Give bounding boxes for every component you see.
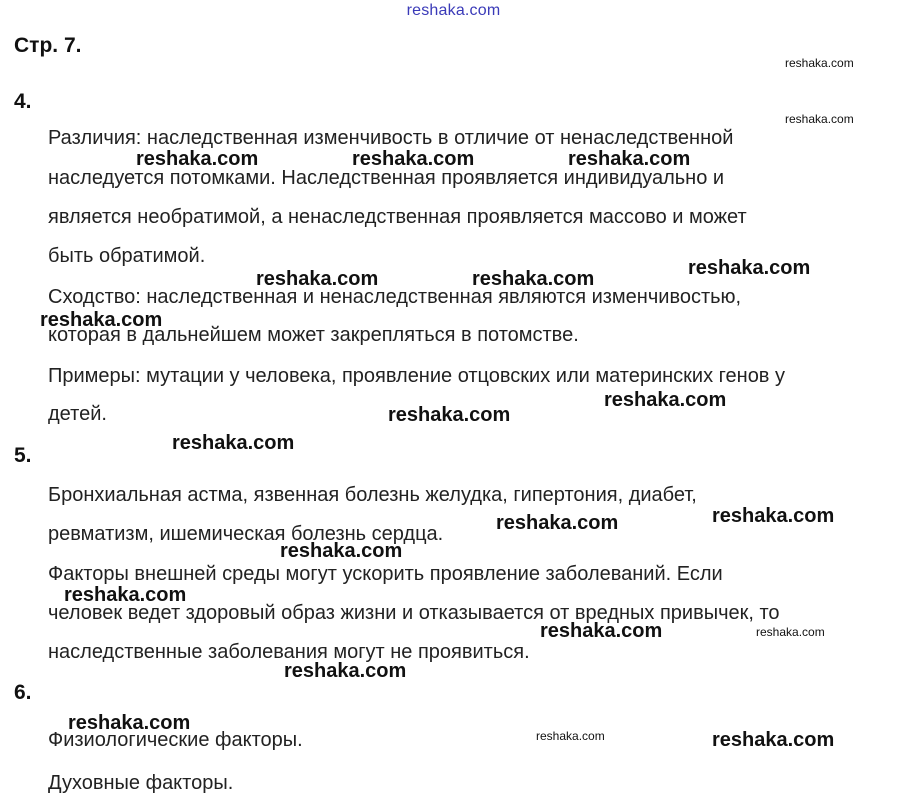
task-number-5: 5. <box>14 444 32 467</box>
watermark: reshaka.com <box>388 404 511 426</box>
text-line: человек ведет здоровый образ жизни и отказывается от вредных привычек, то <box>48 602 780 624</box>
text-line: Физиологические факторы. <box>48 729 303 751</box>
site-header: reshaka.com <box>406 2 501 19</box>
watermark: reshaka.com <box>536 729 605 743</box>
text-line: Различия: наследственная изменчивость в отличие от ненаследственной <box>48 127 734 149</box>
text-line: Сходство: наследственная и ненаследственная являются изменчивостью, <box>48 286 742 308</box>
watermark: reshaka.com <box>496 512 619 534</box>
watermark: reshaka.com <box>172 432 295 454</box>
watermark: reshaka.com <box>785 112 854 126</box>
watermark: reshaka.com <box>40 309 163 331</box>
text-line: детей. <box>48 403 107 425</box>
task-number-6: 6. <box>14 681 32 704</box>
watermark: reshaka.com <box>472 268 595 290</box>
watermark: reshaka.com <box>284 660 407 682</box>
watermark: reshaka.com <box>604 389 727 411</box>
text-line: которая в дальнейшем может закрепляться в потомстве. <box>48 324 579 346</box>
watermark: reshaka.com <box>136 148 259 170</box>
watermark: reshaka.com <box>280 540 403 562</box>
text-line: Бронхиальная астма, язвенная болезнь желудка, гипертония, диабет, <box>48 484 697 506</box>
watermark: reshaka.com <box>352 148 475 170</box>
text-line: наследственные заболевания могут не проявиться. <box>48 641 530 663</box>
watermark: reshaka.com <box>712 505 835 527</box>
text-line: быть обратимой. <box>48 245 206 267</box>
text-line: Примеры: мутации у человека, проявление отцовских или материнских генов у <box>48 365 785 387</box>
text-line: Духовные факторы. <box>48 772 234 794</box>
watermark: reshaka.com <box>568 148 691 170</box>
text-line: наследуется потомками. Наследственная проявляется индивидуально и <box>48 167 725 189</box>
watermark: reshaka.com <box>712 729 835 751</box>
watermark: reshaka.com <box>68 712 191 734</box>
watermark: reshaka.com <box>256 268 379 290</box>
text-line: ревматизм, ишемическая болезнь сердца. <box>48 523 444 545</box>
watermark: reshaka.com <box>540 620 663 642</box>
page-label: Стр. 7. <box>14 34 82 57</box>
watermark: reshaka.com <box>785 56 854 70</box>
watermark: reshaka.com <box>64 584 187 606</box>
watermark: reshaka.com <box>756 625 825 639</box>
text-line: Факторы внешней среды могут ускорить проявление заболеваний. Если <box>48 563 723 585</box>
watermark: reshaka.com <box>688 257 811 279</box>
text-line: является необратимой, а ненаследственная проявляется массово и может <box>48 206 747 228</box>
task-number-4: 4. <box>14 90 32 113</box>
